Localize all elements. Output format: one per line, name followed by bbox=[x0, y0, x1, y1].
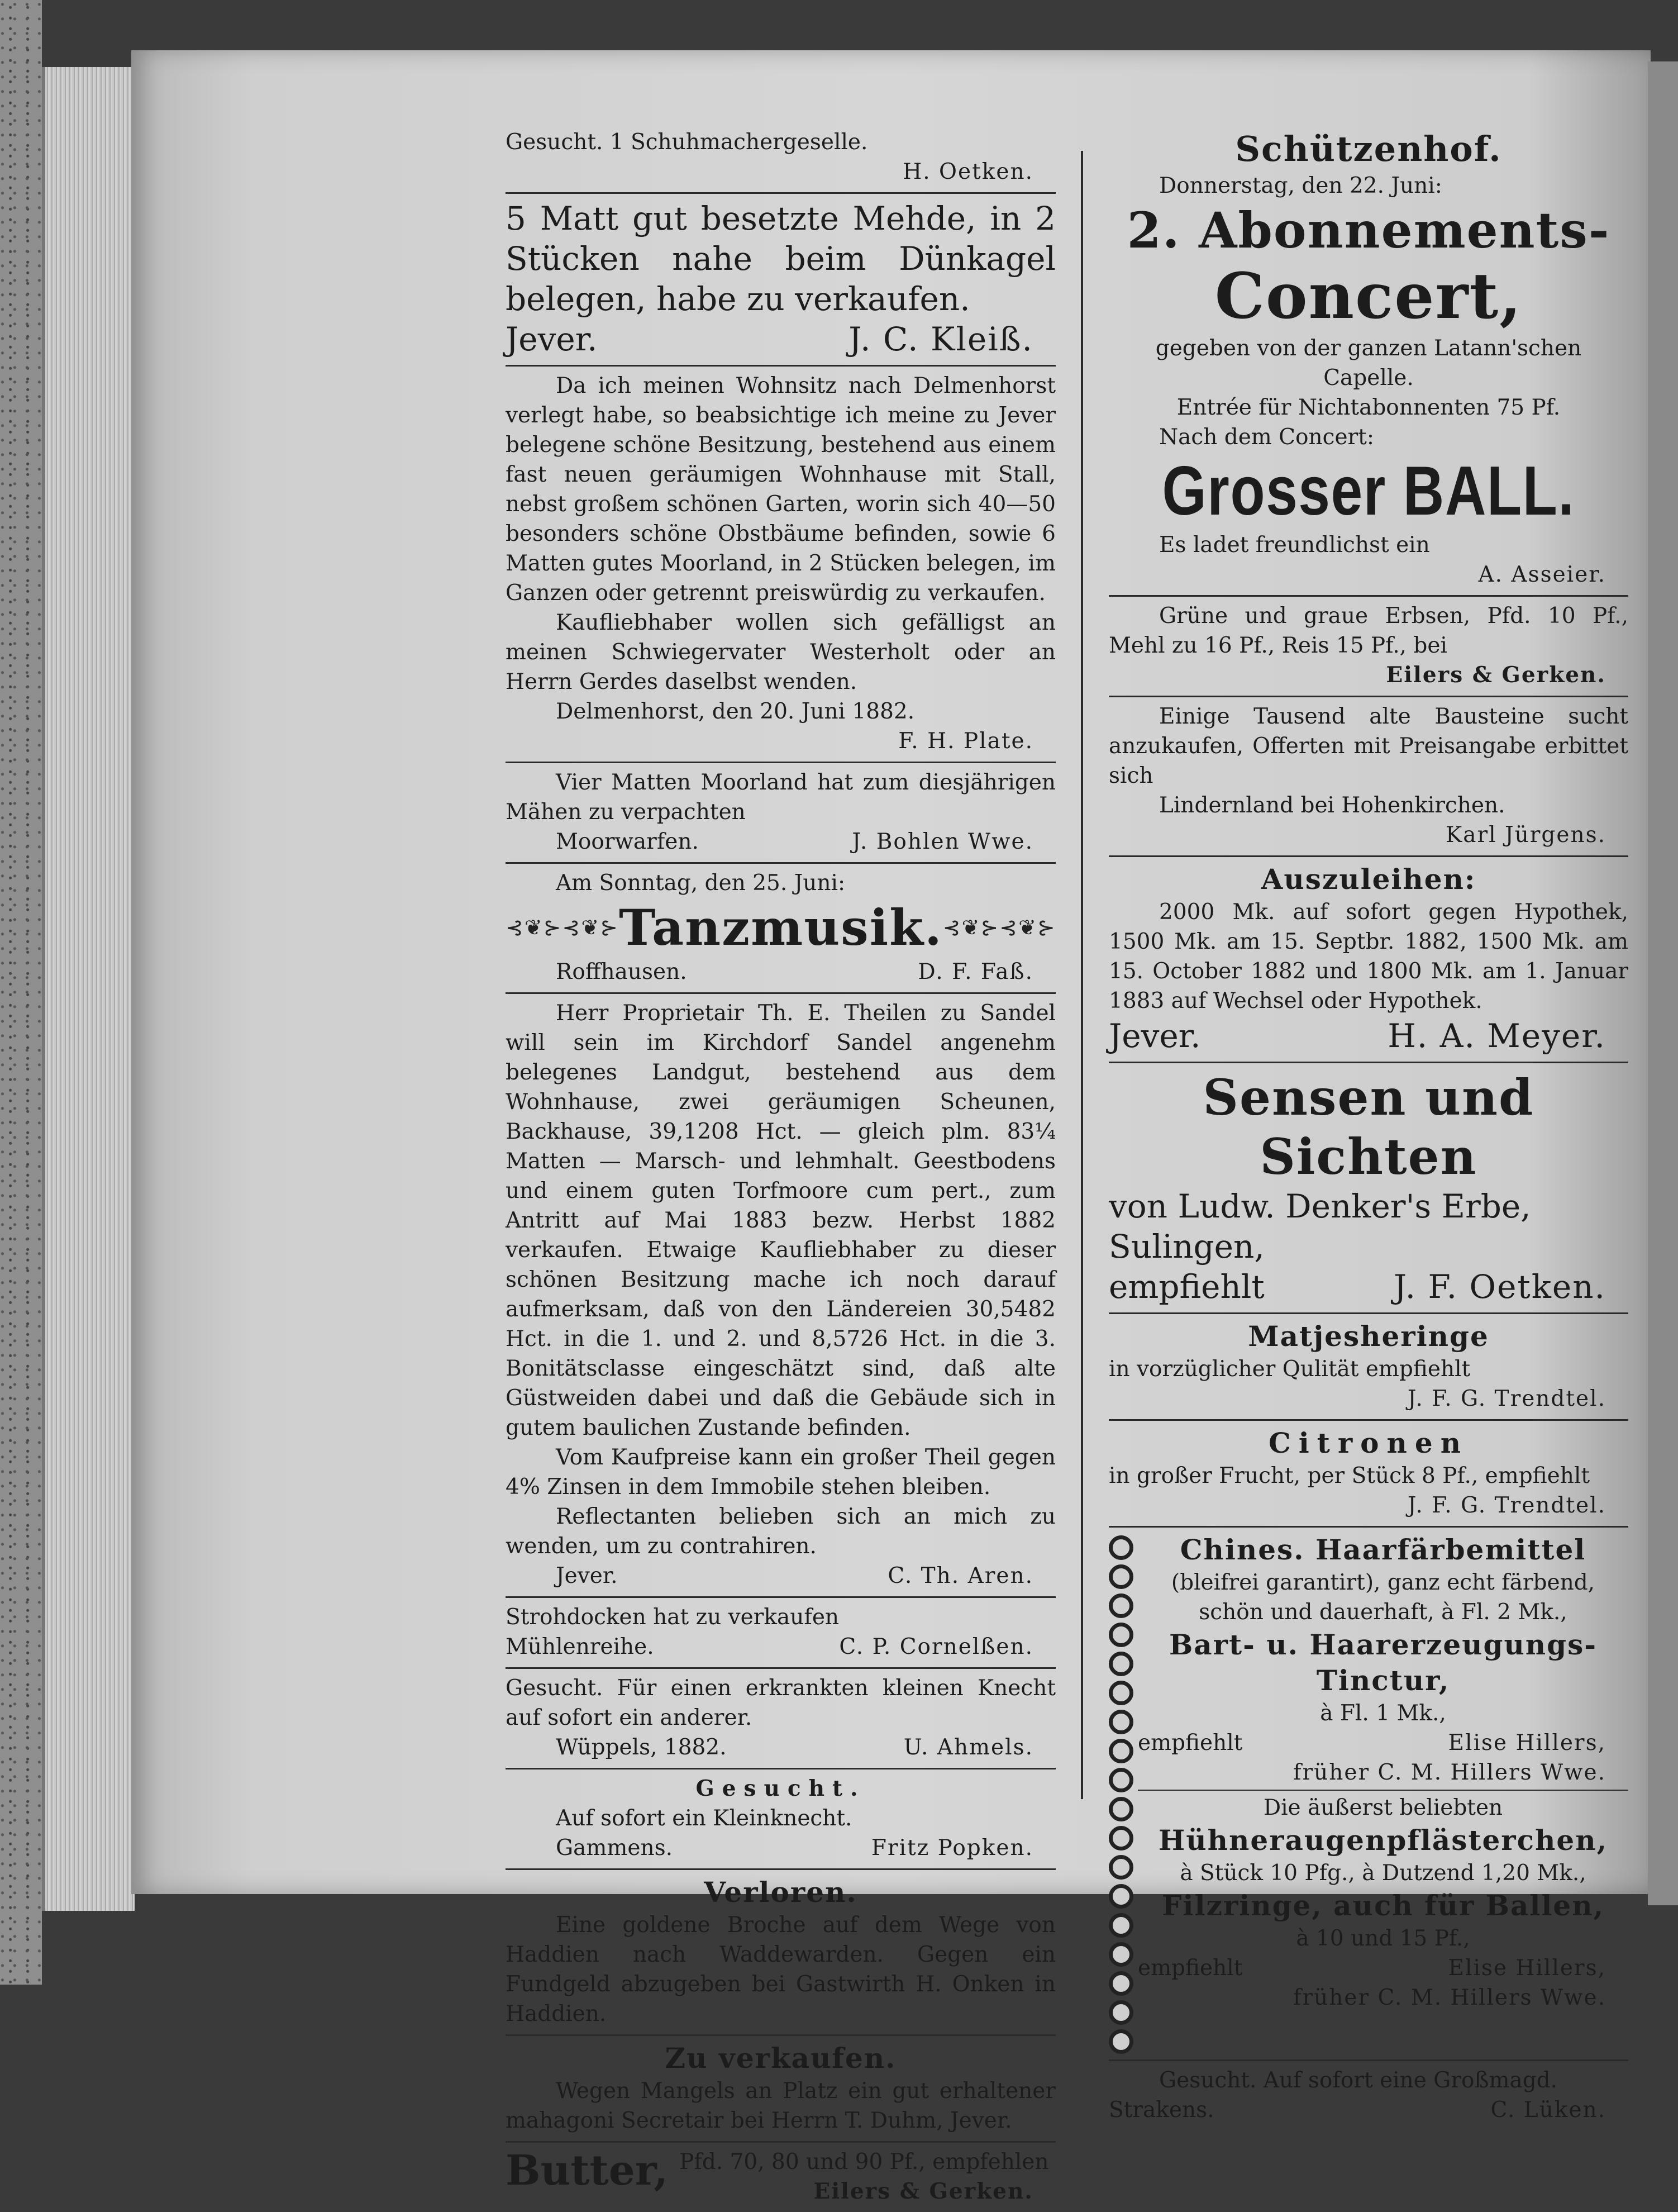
ad-zu-verkaufen bbox=[506, 2036, 1056, 2143]
ad-price: à Fl. 1 Mk., bbox=[1320, 1701, 1446, 1726]
ad-title-3: Hühneraugenpflästerchen, bbox=[1159, 1824, 1608, 1857]
ad-signature: J. F. Oetken. bbox=[1393, 1268, 1606, 1306]
ad-verloren bbox=[506, 1870, 1056, 2036]
ad-date: Donnerstag, den 22. Juni: bbox=[1159, 173, 1442, 198]
ad-text: Wegen Mangels an Platz ein gut erhaltener mahagoni Secretair bei Herrn T. Duhm, Jever. bbox=[506, 2078, 1056, 2133]
divider bbox=[1138, 1790, 1628, 1791]
ad-hillers bbox=[1109, 1528, 1628, 2061]
ad-title: Citronen bbox=[1268, 1426, 1469, 1459]
ad-place: Roffhausen. bbox=[556, 959, 687, 984]
ad-citronen bbox=[1109, 1421, 1628, 1528]
ad-signature: J. F. G. Trendtel. bbox=[1407, 1386, 1606, 1411]
ad-signature-3: Elise Hillers, bbox=[1448, 1956, 1606, 1981]
ad-signature: D. F. Faß. bbox=[918, 959, 1033, 984]
ring-ornament-icon bbox=[1109, 1652, 1133, 1676]
ornament-left-icon: ⊰❦⊱⊰❦⊱ bbox=[506, 915, 619, 940]
ring-border bbox=[1109, 1532, 1138, 2054]
ad-signature: C. Lüken. bbox=[1490, 2097, 1606, 2123]
ad-kleinknecht bbox=[506, 1769, 1056, 1870]
ring-ornament-icon bbox=[1109, 1593, 1133, 1618]
ad-signature-2: früher C. M. Hillers Wwe. bbox=[1293, 1760, 1606, 1785]
ad-erbsen bbox=[1109, 597, 1628, 697]
ad-text: Einige Tausend alte Bausteine sucht anzukaufen, Offerten mit Preisangabe erbittet sich bbox=[1109, 704, 1628, 788]
ad-title: Schützenhof. bbox=[1235, 129, 1502, 169]
ad-headline: 2. Abonnements- bbox=[1127, 201, 1610, 259]
facing-page-edge bbox=[1648, 61, 1678, 1905]
ad-text-3: Reflectanten belieben sich an mich zu wenden, um zu contrahiren. bbox=[506, 1504, 1056, 1559]
ad-text: 2000 Mk. auf sofort gegen Hypothek, 1500 Mk. am 15. Septbr. 1882, 1500 Mk. am 15. October 1882 und 1800 Mk. am 1. Januar 1883 auf Wechsel oder Hypothek. bbox=[1109, 900, 1628, 1014]
ad-title: Auszuleihen: bbox=[1261, 863, 1476, 896]
ad-title: Tanzmusik. bbox=[619, 898, 943, 957]
ad-sensen bbox=[1109, 1063, 1628, 1314]
ad-text: 5 Matt gut besetzte Mehde, in 2 Stücken nahe beim Dünkagel belegen, habe zu verkaufen. bbox=[506, 199, 1056, 318]
ad-shoemaker bbox=[506, 123, 1056, 194]
ad-text: Pfd. 70, 80 und 90 Pf., empfehlen bbox=[679, 2149, 1049, 2175]
ad-grossmagd bbox=[1109, 2061, 1628, 2130]
ad-signature: U. Ahmels. bbox=[903, 1735, 1033, 1760]
ad-text: Herr Proprietair Th. E. Theilen zu Sandel will sein im Kirchdorf Sandel angenehm belegenes Landgut, bestehend aus dem Wohnhause, zwei geräumigen Scheunen, Backhause, 39,1208 Hct. — gleich plm. 83¼ Matten — Marsch- und lehmhalt. Geestbodens und einem guten Torfmoore cum pert., zum Antritt auf Mai 1883 bezw. Herbst 1882 verkaufen. Etwaige Kaufliebhaber zu dieser schönen Besitzung mache ich noch darauf aufmerksam, daß von den Ländereien 30,5482 Hct. in die 1. und 2. und 8,5726 Hct. in die 3. Bonitätsclasse eingeschätzt sind, daß alte Güstweiden dabei und daß die Gebäude sich in gutem baulichen Zustande befinden. bbox=[506, 1001, 1056, 1440]
ad-signature: C. P. Cornelßen. bbox=[839, 1634, 1033, 1659]
ad-place: empfiehlt bbox=[1138, 1730, 1243, 1756]
ad-title: Verloren. bbox=[704, 1876, 857, 1909]
ring-ornament-icon bbox=[1109, 1826, 1133, 1851]
ad-invite: Es ladet freundlichst ein bbox=[1159, 532, 1430, 558]
ad-signature: Eilers & Gerken. bbox=[1386, 662, 1606, 688]
book-spine-edge bbox=[0, 0, 42, 1985]
ad-signature: Eilers & Gerken. bbox=[813, 2178, 1033, 2204]
ad-sub-3: Nach dem Concert: bbox=[1159, 425, 1374, 450]
ad-text-2: Kaufliebhaber wollen sich gefälligst an meinen Schwiegervater Westerholt oder an Herrn Gerdes daselbst wenden. bbox=[506, 610, 1056, 694]
ad-date: Delmenhorst, den 20. Juni 1882. bbox=[556, 699, 915, 724]
ad-place-2: empfiehlt bbox=[1138, 1956, 1243, 1981]
ad-sub: gegeben von der ganzen Latann'schen Capelle. bbox=[1155, 336, 1582, 391]
ad-title-2: Bart- u. Haarerzeugungs-Tinctur, bbox=[1169, 1628, 1598, 1697]
ornament-right-icon: ⊰❦⊱⊰❦⊱ bbox=[942, 915, 1056, 940]
ad-title: Chines. Haarfärbemittel bbox=[1180, 1533, 1586, 1566]
ad-signature: J. Bohlen Wwe. bbox=[852, 829, 1033, 854]
page-stack bbox=[42, 67, 135, 1911]
ad-place: Jever. bbox=[506, 320, 598, 358]
ad-strohdocken bbox=[506, 1598, 1056, 1669]
ad-title-4: Filzringe, auch für Ballen, bbox=[1162, 1889, 1604, 1922]
ad-knecht bbox=[506, 1669, 1056, 1769]
left-column bbox=[506, 123, 1056, 2212]
ad-text: Vier Matten Moorland hat zum diesjährigen Mähen zu verpachten bbox=[506, 770, 1056, 825]
column-divider bbox=[1081, 151, 1083, 1799]
ad-text: in vorzüglicher Qulität empfiehlt bbox=[1109, 1357, 1471, 1382]
ad-moorland bbox=[506, 763, 1056, 864]
ad-text: Strohdocken hat zu verkaufen bbox=[506, 1605, 840, 1630]
ad-signature: A. Asseier. bbox=[1478, 562, 1606, 587]
ad-signature: F. H. Plate. bbox=[898, 729, 1033, 754]
ring-ornament-icon bbox=[1109, 1797, 1133, 1821]
ad-place: Jever. bbox=[556, 1563, 618, 1588]
ad-property-jever bbox=[506, 367, 1056, 763]
ad-title: Matjesheringe bbox=[1248, 1320, 1489, 1353]
ad-place: Moorwarfen. bbox=[556, 829, 699, 854]
ad-signature: Karl Jürgens. bbox=[1446, 822, 1606, 848]
ad-price-2: à Stück 10 Pfg., à Dutzend 1,20 Mk., bbox=[1180, 1861, 1586, 1886]
ad-text: von Ludw. Denker's Erbe, Sulingen, bbox=[1109, 1187, 1531, 1266]
ad-signature: H. Oetken. bbox=[903, 159, 1033, 184]
ad-signature: Fritz Popken. bbox=[871, 1835, 1033, 1861]
ad-text: (bleifrei garantirt), ganz echt färbend, schön und dauerhaft, à Fl. 2 Mk., bbox=[1171, 1570, 1595, 1625]
ad-mehde bbox=[506, 194, 1056, 367]
ad-text: Eine goldene Broche auf dem Wege von Haddien nach Waddewarden. Gegen ein Fundgeld abzugeben bei Gastwirth H. Onken in Haddien. bbox=[506, 1913, 1056, 2027]
ad-price-3: à 10 und 15 Pf., bbox=[1296, 1926, 1470, 1951]
ad-headline-2: Concert, bbox=[1214, 260, 1523, 333]
ad-sub-2: Entrée für Nichtabonnenten 75 Pf. bbox=[1176, 395, 1561, 420]
ad-text-2: Vom Kaufpreise kann ein großer Theil gegen 4% Zinsen in dem Immobile stehen bleiben. bbox=[506, 1445, 1056, 1500]
ad-date: Am Sonntag, den 25. Juni: bbox=[556, 870, 846, 896]
ad-matjes bbox=[1109, 1314, 1628, 1421]
ad-title: Zu verkaufen. bbox=[665, 2042, 897, 2075]
ring-ornament-icon bbox=[1109, 1884, 1133, 1909]
ad-place: empfiehlt bbox=[1109, 1268, 1265, 1306]
ring-ornament-icon bbox=[1109, 1913, 1133, 1938]
ring-ornament-icon bbox=[1109, 1535, 1133, 1560]
ad-title: Sensen und Sichten bbox=[1203, 1068, 1534, 1186]
ring-ornament-icon bbox=[1109, 2029, 1133, 2054]
ad-title: Gesucht. bbox=[695, 1776, 866, 1801]
ad-text: Auf sofort ein Kleinknecht. bbox=[556, 1806, 852, 1831]
ad-place: Strakens. bbox=[1109, 2097, 1214, 2123]
ring-ornament-icon bbox=[1109, 1971, 1133, 1996]
ring-ornament-icon bbox=[1109, 1681, 1133, 1705]
ring-ornament-icon bbox=[1109, 1564, 1133, 1589]
ring-ornament-icon bbox=[1109, 2000, 1133, 2025]
ad-text: Grüne und graue Erbsen, Pfd. 10 Pf., Mehl zu 16 Pf., Reis 15 Pf., bei bbox=[1109, 603, 1628, 658]
ad-signature-4: früher C. M. Hillers Wwe. bbox=[1293, 1985, 1606, 2010]
ad-title: Butter, bbox=[506, 2147, 669, 2195]
ad-signature: Elise Hillers, bbox=[1448, 1730, 1606, 1756]
ad-bausteine bbox=[1109, 697, 1628, 857]
ring-ornament-icon bbox=[1109, 1710, 1133, 1734]
ad-schuetzenhof-concert bbox=[1109, 123, 1628, 597]
ad-text: Da ich meinen Wohnsitz nach Delmenhorst verlegt habe, so beabsichtige ich meine zu Jever belegene schöne Besitzung, bestehend aus einem fast neuen geräumigen Wohnhause mit Stall, nebst großem schönen Garten, worin sich 40—50 besonders schöne Obstbäume befinden, sowie 6 Matten gutes Moorland, in 2 Stücken belegen, im Ganzen oder getrennt preiswürdig zu verkaufen. bbox=[506, 373, 1056, 606]
ad-text: Gesucht. Für einen erkrankten kleinen Knecht auf sofort ein anderer. bbox=[506, 1676, 1056, 1730]
ad-text: in großer Frucht, per Stück 8 Pf., empfiehlt bbox=[1109, 1463, 1590, 1488]
ad-place: Wüppels, 1882. bbox=[556, 1735, 727, 1760]
ad-butter bbox=[506, 2143, 1056, 2212]
ad-text: Gesucht. Auf sofort eine Großmagd. bbox=[1159, 2068, 1558, 2093]
ad-text: Gesucht. 1 Schuhmachergeselle. bbox=[506, 130, 868, 155]
ring-ornament-icon bbox=[1109, 1623, 1133, 1647]
ad-place: Gammens. bbox=[556, 1835, 673, 1861]
ad-ball-headline: Grosser BALL. bbox=[1162, 453, 1575, 530]
ad-landgut-sandel bbox=[506, 994, 1056, 1598]
ring-ornament-icon bbox=[1109, 1739, 1133, 1763]
ad-place: Jever. bbox=[1109, 1017, 1201, 1055]
ring-ornament-icon bbox=[1109, 1942, 1133, 1967]
ad-auszuleihen bbox=[1109, 857, 1628, 1063]
ad-signature: J. C. Kleiß. bbox=[848, 320, 1033, 358]
right-column bbox=[1109, 123, 1628, 2130]
ad-place: Mühlenreihe. bbox=[506, 1634, 654, 1659]
ad-signature: J. F. G. Trendtel. bbox=[1407, 1493, 1606, 1518]
ad-place: Lindernland bei Hohenkirchen. bbox=[1159, 793, 1505, 818]
ad-intro: Die äußerst beliebten bbox=[1263, 1795, 1503, 1820]
ad-signature: C. Th. Aren. bbox=[888, 1563, 1033, 1588]
ad-signature: H. A. Meyer. bbox=[1388, 1017, 1606, 1055]
ring-ornament-icon bbox=[1109, 1768, 1133, 1792]
ad-tanzmusik bbox=[506, 864, 1056, 994]
ring-ornament-icon bbox=[1109, 1855, 1133, 1880]
